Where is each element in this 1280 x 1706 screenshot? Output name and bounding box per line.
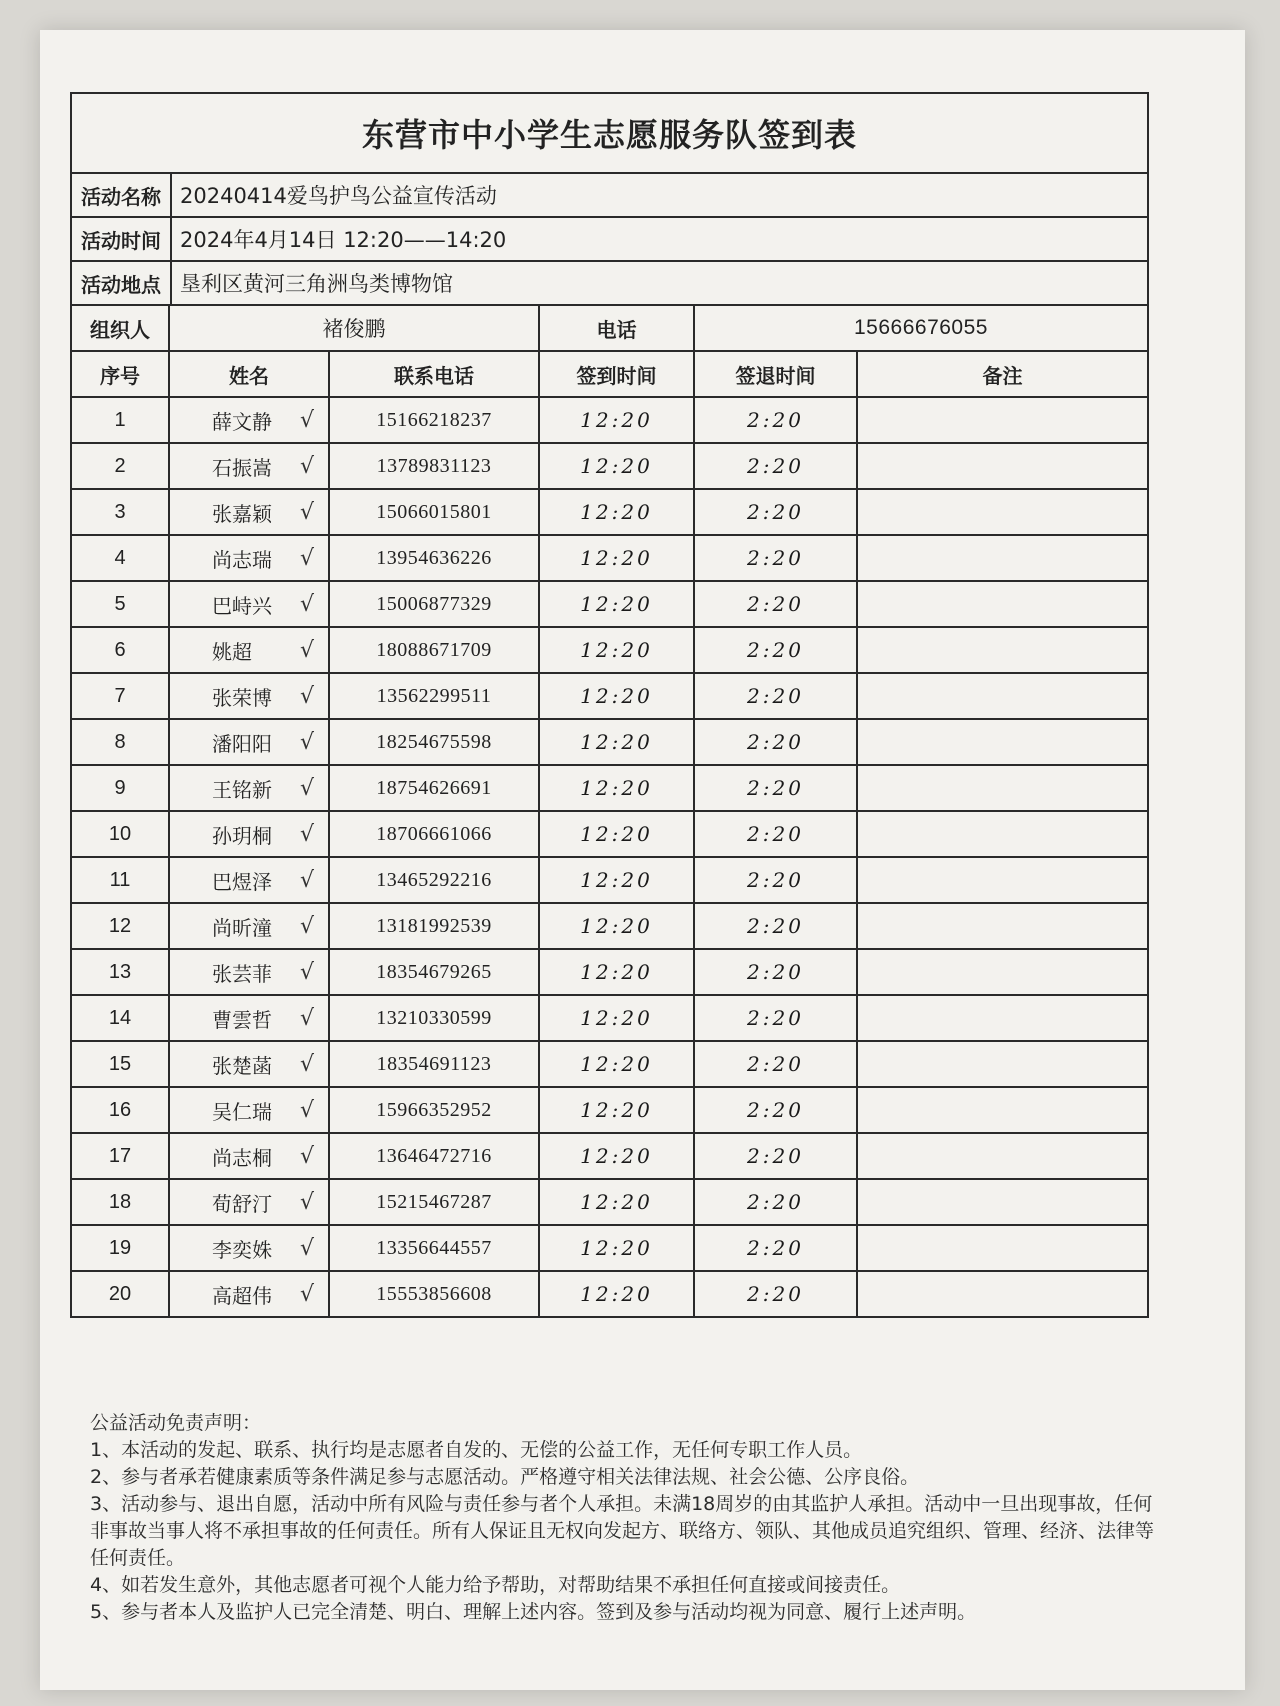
row-phone xyxy=(330,444,540,488)
row-name xyxy=(170,582,330,626)
row-number xyxy=(72,674,170,718)
activity-name-row xyxy=(72,174,1147,218)
row-sign-in-time xyxy=(540,444,695,488)
row-sign-in-time xyxy=(540,628,695,672)
row-phone-text: 13181992539 xyxy=(376,914,492,937)
row-sign-out-time-text: 2:20 xyxy=(747,546,804,570)
row-name-text: 王铭新 xyxy=(212,777,272,802)
organizer-row xyxy=(72,306,1147,352)
row-phone xyxy=(330,582,540,626)
check-mark-icon: √ xyxy=(299,775,314,801)
row-sign-in-time-text: 12:20 xyxy=(580,1144,653,1168)
check-mark-icon: √ xyxy=(299,1281,314,1307)
row-number-text: 9 xyxy=(114,776,126,799)
row-number-text: 19 xyxy=(108,1236,132,1259)
row-sign-in-time xyxy=(540,582,695,626)
row-number xyxy=(72,1042,170,1086)
row-name xyxy=(170,398,330,442)
check-mark-icon: √ xyxy=(299,683,314,709)
row-number xyxy=(72,398,170,442)
form-title: 东营市中小学生志愿服务队签到表 xyxy=(72,94,1147,174)
activity-place-row xyxy=(72,262,1147,306)
row-number-text: 14 xyxy=(108,1006,132,1029)
row-number xyxy=(72,490,170,534)
row-name-text: 张芸菲 xyxy=(212,961,272,986)
row-name-text: 尚志桐 xyxy=(212,1145,272,1170)
row-sign-out-time xyxy=(695,720,858,764)
row-note xyxy=(858,858,1147,902)
row-number-text: 7 xyxy=(114,684,126,707)
row-sign-out-time xyxy=(695,444,858,488)
row-sign-in-time-text: 12:20 xyxy=(580,776,653,800)
row-sign-out-time-text: 2:20 xyxy=(747,914,804,938)
row-phone xyxy=(330,1134,540,1178)
row-sign-in-time xyxy=(540,996,695,1040)
row-phone-text: 18354679265 xyxy=(376,960,492,983)
check-mark-icon: √ xyxy=(299,1005,314,1031)
row-name-text: 张嘉颖 xyxy=(212,501,272,526)
header-name: 姓名 xyxy=(170,352,330,396)
disclaimer-item: 2、参与者承若健康素质等条件满足参与志愿活动。严格遵守相关法律法规、社会公德、公序良俗。 xyxy=(90,1466,920,1488)
table-row xyxy=(72,444,1147,490)
row-sign-in-time xyxy=(540,536,695,580)
row-sign-out-time-text: 2:20 xyxy=(747,454,804,478)
row-name xyxy=(170,1134,330,1178)
row-number-text: 18 xyxy=(108,1190,132,1213)
row-note xyxy=(858,1180,1147,1224)
row-sign-out-time-text: 2:20 xyxy=(747,684,804,708)
row-name-text: 巴煜泽 xyxy=(212,869,272,894)
row-sign-in-time xyxy=(540,1180,695,1224)
row-name xyxy=(170,720,330,764)
row-note xyxy=(858,490,1147,534)
row-sign-in-time xyxy=(540,904,695,948)
disclaimer xyxy=(90,1410,1170,1626)
row-number xyxy=(72,1134,170,1178)
header-sign-in: 签到时间 xyxy=(540,352,695,396)
row-phone-text: 13562299511 xyxy=(376,684,492,707)
check-mark-icon: √ xyxy=(299,407,314,433)
row-sign-out-time xyxy=(695,674,858,718)
row-sign-out-time xyxy=(695,1134,858,1178)
row-sign-out-time xyxy=(695,1272,858,1316)
row-number-text: 17 xyxy=(108,1144,132,1167)
row-phone xyxy=(330,720,540,764)
organizer-label: 组织人 xyxy=(72,306,170,350)
row-note xyxy=(858,628,1147,672)
row-sign-in-time xyxy=(540,1088,695,1132)
row-phone xyxy=(330,812,540,856)
row-sign-in-time-text: 12:20 xyxy=(580,822,653,846)
row-sign-in-time-text: 12:20 xyxy=(580,1098,653,1122)
table-body xyxy=(72,398,1147,1316)
row-sign-out-time xyxy=(695,490,858,534)
check-mark-icon: √ xyxy=(299,959,314,985)
row-name xyxy=(170,766,330,810)
row-sign-in-time xyxy=(540,1042,695,1086)
table-header xyxy=(72,352,1147,398)
row-sign-in-time-text: 12:20 xyxy=(580,408,653,432)
row-phone-text: 15553856608 xyxy=(376,1282,492,1305)
row-note xyxy=(858,1042,1147,1086)
row-sign-out-time xyxy=(695,766,858,810)
row-note xyxy=(858,1134,1147,1178)
row-name-text: 李奕姝 xyxy=(212,1237,272,1262)
row-number xyxy=(72,1088,170,1132)
row-name xyxy=(170,1088,330,1132)
row-number-text: 5 xyxy=(114,592,126,615)
row-phone-text: 18354691123 xyxy=(376,1052,492,1075)
organizer-phone: 15666676055 xyxy=(854,316,988,339)
row-phone xyxy=(330,398,540,442)
row-phone-text: 13465292216 xyxy=(376,868,492,891)
activity-place-value: 垦利区黄河三角洲鸟类博物馆 xyxy=(180,272,453,296)
row-sign-out-time-text: 2:20 xyxy=(747,1098,804,1122)
row-phone-text: 18254675598 xyxy=(376,730,492,753)
activity-place-label: 活动地点 xyxy=(72,262,172,304)
row-sign-in-time xyxy=(540,720,695,764)
row-sign-out-time xyxy=(695,582,858,626)
row-phone-text: 13646472716 xyxy=(376,1144,492,1167)
row-sign-out-time-text: 2:20 xyxy=(747,1282,804,1306)
check-mark-icon: √ xyxy=(299,1097,314,1123)
row-name-text: 石振嵩 xyxy=(212,455,272,480)
row-sign-out-time-text: 2:20 xyxy=(747,638,804,662)
row-number xyxy=(72,1226,170,1270)
table-row xyxy=(72,904,1147,950)
row-phone xyxy=(330,904,540,948)
check-mark-icon: √ xyxy=(299,1235,314,1261)
activity-time-value: 2024年4月14日 12:20——14:20 xyxy=(180,228,507,252)
row-sign-out-time-text: 2:20 xyxy=(747,1144,804,1168)
row-name xyxy=(170,1272,330,1316)
row-name xyxy=(170,490,330,534)
table-row xyxy=(72,720,1147,766)
row-sign-in-time-text: 12:20 xyxy=(580,1282,653,1306)
row-sign-out-time xyxy=(695,1042,858,1086)
row-phone xyxy=(330,1226,540,1270)
row-name-text: 薛文静 xyxy=(212,409,272,434)
row-phone-text: 18706661066 xyxy=(376,822,492,845)
row-number xyxy=(72,536,170,580)
row-number xyxy=(72,1272,170,1316)
row-phone xyxy=(330,536,540,580)
table-row xyxy=(72,766,1147,812)
table-row xyxy=(72,1088,1147,1134)
table-row xyxy=(72,950,1147,996)
table-row xyxy=(72,674,1147,720)
row-sign-out-time-text: 2:20 xyxy=(747,592,804,616)
row-phone-text: 13789831123 xyxy=(376,454,492,477)
row-phone-text: 13210330599 xyxy=(376,1006,492,1029)
row-phone-text: 13356644557 xyxy=(376,1236,492,1259)
row-phone xyxy=(330,490,540,534)
table-row xyxy=(72,536,1147,582)
check-mark-icon: √ xyxy=(299,1143,314,1169)
row-sign-in-time-text: 12:20 xyxy=(580,500,653,524)
row-name-text: 高超伟 xyxy=(212,1283,272,1308)
table-row xyxy=(72,996,1147,1042)
row-phone-text: 15966352952 xyxy=(376,1098,492,1121)
row-number xyxy=(72,720,170,764)
check-mark-icon: √ xyxy=(299,913,314,939)
row-name xyxy=(170,904,330,948)
row-phone xyxy=(330,1088,540,1132)
row-name xyxy=(170,628,330,672)
row-sign-out-time-text: 2:20 xyxy=(747,730,804,754)
table-row xyxy=(72,1042,1147,1088)
table-row xyxy=(72,628,1147,674)
row-phone xyxy=(330,950,540,994)
row-number xyxy=(72,996,170,1040)
check-mark-icon: √ xyxy=(299,729,314,755)
check-mark-icon: √ xyxy=(299,499,314,525)
row-name xyxy=(170,1042,330,1086)
row-sign-in-time-text: 12:20 xyxy=(580,1190,653,1214)
row-name xyxy=(170,444,330,488)
row-sign-out-time xyxy=(695,1226,858,1270)
row-sign-in-time-text: 12:20 xyxy=(580,1052,653,1076)
table-row xyxy=(72,1180,1147,1226)
disclaimer-title: 公益活动免责声明： xyxy=(90,1412,262,1434)
row-sign-in-time xyxy=(540,1272,695,1316)
row-number xyxy=(72,904,170,948)
row-name xyxy=(170,674,330,718)
row-name xyxy=(170,858,330,902)
row-sign-out-time-text: 2:20 xyxy=(747,1190,804,1214)
row-phone-text: 15215467287 xyxy=(376,1190,492,1213)
row-sign-in-time-text: 12:20 xyxy=(580,1236,653,1260)
row-phone xyxy=(330,858,540,902)
row-name-text: 尚昕潼 xyxy=(212,915,272,940)
row-note xyxy=(858,582,1147,626)
row-sign-out-time xyxy=(695,1088,858,1132)
row-sign-out-time-text: 2:20 xyxy=(747,868,804,892)
row-sign-in-time xyxy=(540,766,695,810)
row-name-text: 孙玥桐 xyxy=(212,823,272,848)
row-number-text: 1 xyxy=(114,408,126,431)
row-phone-text: 15006877329 xyxy=(376,592,492,615)
row-phone-text: 13954636226 xyxy=(376,546,492,569)
row-sign-out-time-text: 2:20 xyxy=(747,1236,804,1260)
row-name-text: 尚志瑞 xyxy=(212,547,272,572)
row-sign-out-time-text: 2:20 xyxy=(747,500,804,524)
row-phone xyxy=(330,628,540,672)
row-sign-in-time xyxy=(540,1134,695,1178)
row-name xyxy=(170,536,330,580)
row-phone xyxy=(330,996,540,1040)
row-number-text: 6 xyxy=(114,638,126,661)
table-row xyxy=(72,1272,1147,1316)
row-sign-out-time-text: 2:20 xyxy=(747,822,804,846)
row-number-text: 11 xyxy=(109,868,131,891)
table-row xyxy=(72,812,1147,858)
row-phone-text: 15066015801 xyxy=(376,500,492,523)
row-sign-in-time-text: 12:20 xyxy=(580,638,653,662)
row-sign-in-time-text: 12:20 xyxy=(580,960,653,984)
row-note xyxy=(858,950,1147,994)
row-number xyxy=(72,582,170,626)
row-sign-in-time-text: 12:20 xyxy=(580,868,653,892)
activity-time-label: 活动时间 xyxy=(72,218,172,260)
row-name xyxy=(170,996,330,1040)
row-number-text: 4 xyxy=(114,546,126,569)
row-number-text: 10 xyxy=(108,822,132,845)
disclaimer-item: 4、如若发生意外，其他志愿者可视个人能力给予帮助，对帮助结果不承担任何直接或间接责任。 xyxy=(90,1574,901,1596)
row-sign-out-time-text: 2:20 xyxy=(747,776,804,800)
row-name-text: 张楚菡 xyxy=(212,1053,272,1078)
check-mark-icon: √ xyxy=(299,545,314,571)
header-phone: 联系电话 xyxy=(330,352,540,396)
row-phone-text: 18754626691 xyxy=(376,776,492,799)
row-sign-in-time-text: 12:20 xyxy=(580,730,653,754)
row-sign-out-time xyxy=(695,950,858,994)
row-number-text: 20 xyxy=(108,1282,132,1305)
check-mark-icon: √ xyxy=(299,591,314,617)
row-phone xyxy=(330,674,540,718)
row-sign-out-time xyxy=(695,904,858,948)
disclaimer-item: 1、本活动的发起、联系、执行均是志愿者自发的、无偿的公益工作，无任何专职工作人员。 xyxy=(90,1439,863,1461)
row-phone xyxy=(330,766,540,810)
row-sign-in-time-text: 12:20 xyxy=(580,1006,653,1030)
row-sign-in-time-text: 12:20 xyxy=(580,592,653,616)
row-sign-out-time-text: 2:20 xyxy=(747,1052,804,1076)
activity-name-value: 20240414爱鸟护鸟公益宣传活动 xyxy=(180,184,497,208)
row-note xyxy=(858,674,1147,718)
row-phone-text: 15166218237 xyxy=(376,408,492,431)
activity-name-label: 活动名称 xyxy=(72,174,172,216)
row-number-text: 8 xyxy=(114,730,126,753)
table-row xyxy=(72,490,1147,536)
row-name-text: 张荣博 xyxy=(212,685,272,710)
check-mark-icon: √ xyxy=(299,821,314,847)
check-mark-icon: √ xyxy=(299,867,314,893)
row-sign-out-time-text: 2:20 xyxy=(747,1006,804,1030)
row-note xyxy=(858,720,1147,764)
row-sign-in-time xyxy=(540,858,695,902)
row-number xyxy=(72,858,170,902)
row-number-text: 16 xyxy=(108,1098,132,1121)
row-phone-text: 18088671709 xyxy=(376,638,492,661)
row-sign-out-time-text: 2:20 xyxy=(747,408,804,432)
row-note xyxy=(858,444,1147,488)
row-number xyxy=(72,1180,170,1224)
table-row xyxy=(72,398,1147,444)
row-sign-in-time-text: 12:20 xyxy=(580,454,653,478)
row-sign-out-time xyxy=(695,858,858,902)
row-number xyxy=(72,628,170,672)
row-sign-in-time-text: 12:20 xyxy=(580,546,653,570)
row-number xyxy=(72,444,170,488)
row-sign-out-time xyxy=(695,1180,858,1224)
row-sign-in-time xyxy=(540,1226,695,1270)
row-sign-in-time xyxy=(540,674,695,718)
row-number-text: 15 xyxy=(108,1052,132,1075)
row-sign-out-time xyxy=(695,398,858,442)
row-name-text: 荀舒汀 xyxy=(212,1191,272,1216)
row-note xyxy=(858,812,1147,856)
row-name xyxy=(170,812,330,856)
row-note xyxy=(858,996,1147,1040)
row-number xyxy=(72,766,170,810)
row-number-text: 2 xyxy=(114,454,126,477)
row-note xyxy=(858,1226,1147,1270)
row-sign-in-time-text: 12:20 xyxy=(580,914,653,938)
row-phone xyxy=(330,1042,540,1086)
check-mark-icon: √ xyxy=(299,453,314,479)
row-number-text: 13 xyxy=(108,960,132,983)
check-mark-icon: √ xyxy=(299,1189,314,1215)
header-note: 备注 xyxy=(982,363,1023,388)
check-mark-icon: √ xyxy=(299,1051,314,1077)
row-sign-out-time xyxy=(695,812,858,856)
header-no: 序号 xyxy=(72,352,170,396)
row-sign-in-time xyxy=(540,812,695,856)
row-name-text: 姚超 xyxy=(212,639,252,664)
row-sign-out-time-text: 2:20 xyxy=(747,960,804,984)
row-name xyxy=(170,1226,330,1270)
row-sign-in-time xyxy=(540,490,695,534)
row-sign-out-time xyxy=(695,628,858,672)
organizer-phone-label: 电话 xyxy=(540,306,695,350)
row-number-text: 12 xyxy=(108,914,132,937)
row-note xyxy=(858,398,1147,442)
activity-time-row xyxy=(72,218,1147,262)
row-name-text: 潘阳阳 xyxy=(212,731,272,756)
row-name-text: 吴仁瑞 xyxy=(212,1099,272,1124)
row-name xyxy=(170,950,330,994)
organizer-name: 褚俊鹏 xyxy=(170,306,540,350)
row-name xyxy=(170,1180,330,1224)
disclaimer-item: 3、活动参与、退出自愿，活动中所有风险与责任参与者个人承担。未满18周岁的由其监护人承担。活动中一旦出现事故，任何非事故当事人将不承担事故的任何责任。所有人保证且无权向发起方、联络方、领队、其他成员追究组织、管理、经济、法律等任何责任。 xyxy=(90,1493,1155,1569)
row-note xyxy=(858,1272,1147,1316)
check-mark-icon: √ xyxy=(299,637,314,663)
table-row xyxy=(72,1226,1147,1272)
row-sign-out-time xyxy=(695,536,858,580)
row-phone xyxy=(330,1180,540,1224)
row-phone xyxy=(330,1272,540,1316)
row-sign-in-time-text: 12:20 xyxy=(580,684,653,708)
row-note xyxy=(858,904,1147,948)
row-number-text: 3 xyxy=(114,500,126,523)
row-name-text: 巴峙兴 xyxy=(212,593,272,618)
row-sign-in-time xyxy=(540,950,695,994)
row-number xyxy=(72,812,170,856)
row-note xyxy=(858,536,1147,580)
sign-in-form xyxy=(70,92,1149,1318)
header-sign-out: 签退时间 xyxy=(695,352,858,396)
table-row xyxy=(72,1134,1147,1180)
row-sign-in-time xyxy=(540,398,695,442)
table-row xyxy=(72,582,1147,628)
row-sign-out-time xyxy=(695,996,858,1040)
row-note xyxy=(858,766,1147,810)
row-number xyxy=(72,950,170,994)
row-note xyxy=(858,1088,1147,1132)
table-row xyxy=(72,858,1147,904)
row-name-text: 曹雲哲 xyxy=(212,1007,272,1032)
disclaimer-item: 5、参与者本人及监护人已完全清楚、明白、理解上述内容。签到及参与活动均视为同意、履行上述声明。 xyxy=(90,1601,977,1623)
